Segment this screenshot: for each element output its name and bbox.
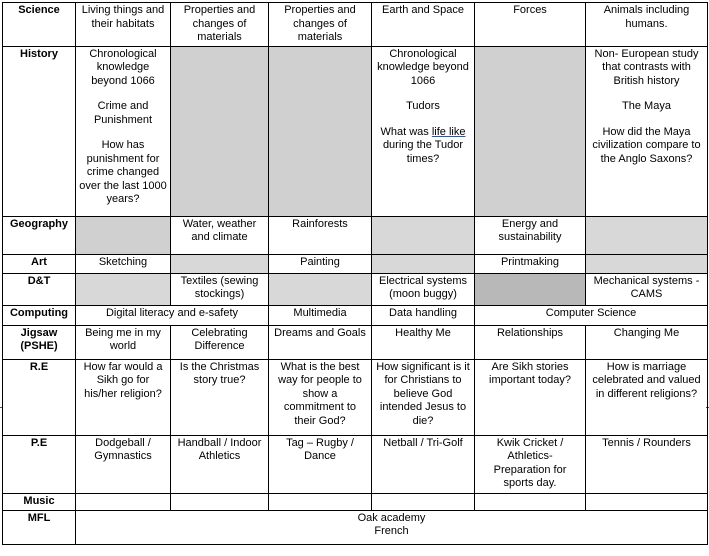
pe-cell: Handball / Indoor Athletics xyxy=(171,435,269,493)
empty-cell xyxy=(372,254,475,273)
history-cell-line: during the Tudor times? xyxy=(382,139,464,165)
dt-cell: Electrical systems (moon buggy) xyxy=(372,273,475,305)
empty-cell xyxy=(76,216,171,254)
subject-pe: P.E xyxy=(3,435,76,493)
computing-cell: Computer Science xyxy=(475,305,708,325)
subject-mfl: MFL xyxy=(3,510,76,544)
subject-jigsaw: Jigsaw (PSHE) xyxy=(3,325,76,359)
empty-cell xyxy=(269,273,372,305)
empty-cell xyxy=(586,216,708,254)
empty-cell xyxy=(171,493,269,510)
re-cell: How is marriage celebrated and valued in different religions? xyxy=(586,359,708,435)
re-row xyxy=(3,359,708,435)
music-row xyxy=(3,493,708,510)
computing-row xyxy=(3,305,708,325)
subject-music: Music xyxy=(3,493,76,510)
computing-cell: Multimedia xyxy=(269,305,372,325)
geography-cell: Rainforests xyxy=(269,216,372,254)
history-cell-line: What was xyxy=(380,125,432,138)
history-cell-line: How did the Maya civilization compare to the Anglo Saxons? xyxy=(592,125,701,165)
re-cell: How far would a Sikh go for his/her religion? xyxy=(76,359,171,435)
jigsaw-row xyxy=(3,325,708,359)
empty-cell xyxy=(586,254,708,273)
subject-art: Art xyxy=(3,254,76,273)
art-cell: Printmaking xyxy=(475,254,586,273)
jigsaw-cell: Celebrating Difference xyxy=(171,325,269,359)
empty-cell xyxy=(269,493,372,510)
art-cell: Painting xyxy=(269,254,372,273)
re-cell: What is the best way for people to show a commitment to their God? xyxy=(269,359,372,435)
subject-geography: Geography xyxy=(3,216,76,254)
history-cell xyxy=(372,46,475,216)
empty-cell xyxy=(76,273,171,305)
art-cell: Sketching xyxy=(76,254,171,273)
empty-cell xyxy=(372,493,475,510)
pe-cell: Dodgeball / Gymnastics xyxy=(76,435,171,493)
jigsaw-cell: Healthy Me xyxy=(372,325,475,359)
history-cell-line: Chronological knowledge beyond 1066 xyxy=(377,47,469,87)
history-cell xyxy=(76,46,171,216)
history-cell-line: Crime and Punishment xyxy=(93,100,153,126)
history-row xyxy=(3,46,708,216)
history-cell-line: The Maya xyxy=(622,100,671,112)
empty-cell xyxy=(76,493,171,510)
empty-cell xyxy=(586,493,708,510)
empty-cell xyxy=(475,273,586,305)
re-cell: Is the Christmas story true? xyxy=(171,359,269,435)
pe-cell: Netball / Tri-Golf xyxy=(372,435,475,493)
re-cell: Are Sikh stories important today? xyxy=(475,359,586,435)
mfl-row xyxy=(3,510,708,544)
geography-cell: Water, weather and climate xyxy=(171,216,269,254)
mfl-line: French xyxy=(374,525,409,537)
pe-row xyxy=(3,435,708,493)
empty-cell xyxy=(475,46,586,216)
science-cell: Living things and their habitats xyxy=(76,3,171,47)
subject-dt: D&T xyxy=(3,273,76,305)
history-cell xyxy=(586,46,708,216)
jigsaw-cell: Relationships xyxy=(475,325,586,359)
history-cell-line: Non- European study that contrasts with British history xyxy=(594,47,699,87)
science-cell: Properties and changes of materials xyxy=(171,3,269,47)
history-cell-line: Tudors xyxy=(406,100,440,112)
history-cell-line: How has punishment for crime changed over the last 1000 years? xyxy=(79,139,167,205)
science-row xyxy=(3,3,708,47)
art-row xyxy=(3,254,708,273)
empty-cell xyxy=(269,46,372,216)
science-cell: Properties and changes of materials xyxy=(269,3,372,47)
geography-cell: Energy and sustainability xyxy=(475,216,586,254)
subject-history: History xyxy=(3,46,76,216)
computing-cell: Digital literacy and e-safety xyxy=(76,305,269,325)
underlined-phrase: life like xyxy=(431,125,466,138)
pe-cell: Tag – Rugby / Dance xyxy=(269,435,372,493)
mfl-cell xyxy=(76,510,708,544)
subject-science: Science xyxy=(3,3,76,47)
dt-cell: Mechanical systems - CAMS xyxy=(586,273,708,305)
geography-row xyxy=(3,216,708,254)
empty-cell xyxy=(171,254,269,273)
empty-cell xyxy=(475,493,586,510)
mfl-line: Oak academy xyxy=(357,511,426,524)
subject-computing: Computing xyxy=(3,305,76,325)
science-cell: Forces xyxy=(475,3,586,47)
pe-cell: Kwik Cricket / Athletics- Preparation for sports day. xyxy=(475,435,586,493)
science-cell: Animals including humans. xyxy=(586,3,708,47)
dt-cell: Textiles (sewing stockings) xyxy=(171,273,269,305)
jigsaw-cell: Dreams and Goals xyxy=(269,325,372,359)
empty-cell xyxy=(171,46,269,216)
history-cell-line: Chronological knowledge beyond 1066 xyxy=(89,47,157,87)
curriculum-table xyxy=(2,2,708,545)
pe-cell: Tennis / Rounders xyxy=(586,435,708,493)
science-cell: Earth and Space xyxy=(372,3,475,47)
jigsaw-cell: Being me in my world xyxy=(76,325,171,359)
empty-cell xyxy=(372,216,475,254)
jigsaw-cell: Changing Me xyxy=(586,325,708,359)
computing-cell: Data handling xyxy=(372,305,475,325)
dt-row xyxy=(3,273,708,305)
subject-re: R.E xyxy=(3,359,76,435)
re-cell: How significant is it for Christians to believe God intended Jesus to die? xyxy=(372,359,475,435)
